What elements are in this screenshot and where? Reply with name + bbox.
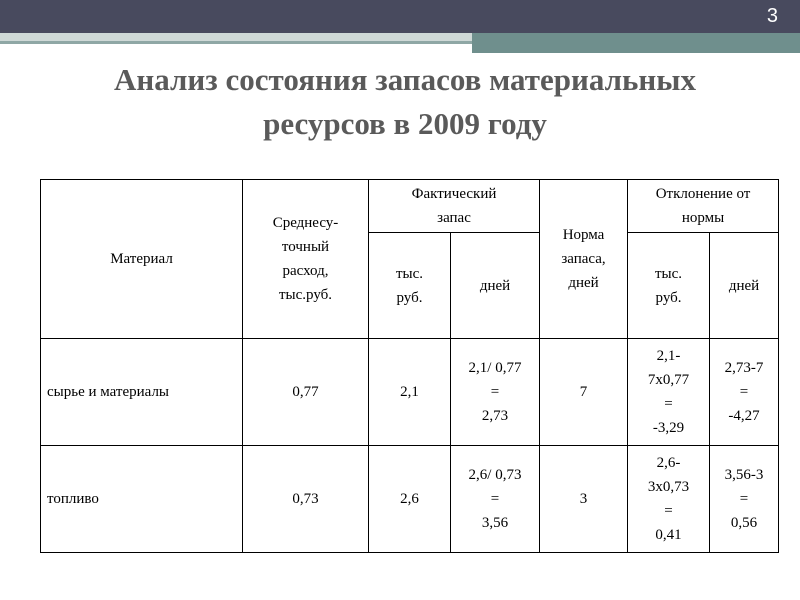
inventory-table bbox=[40, 179, 779, 553]
cell-actual-days: 2,1/ 0,77 = 2,73 bbox=[451, 339, 540, 446]
header-deviation: Отклонение от нормы bbox=[628, 180, 779, 233]
title-line-2: ресурсов в 2009 году bbox=[263, 106, 547, 141]
cell-dev-k: 2,1- 7х0,77 = -3,29 bbox=[628, 339, 710, 446]
header-norm: Норма запаса, дней bbox=[540, 180, 628, 339]
table-row bbox=[41, 446, 779, 553]
header-row-1 bbox=[41, 180, 779, 233]
cell-avg: 0,73 bbox=[243, 446, 369, 553]
cell-norm: 7 bbox=[540, 339, 628, 446]
cell-material: сырье и материалы bbox=[41, 339, 243, 446]
slide-number: 3 bbox=[766, 5, 778, 27]
cell-dev-days: 3,56-3 = 0,56 bbox=[710, 446, 779, 553]
cell-avg: 0,77 bbox=[243, 339, 369, 446]
header-dev-thousand-rub: тыс. руб. bbox=[628, 233, 710, 339]
cell-actual-k: 2,1 bbox=[369, 339, 451, 446]
cell-material: топливо bbox=[41, 446, 243, 553]
table-row bbox=[41, 339, 779, 446]
slide-title bbox=[60, 58, 750, 146]
header-actual-stock: Фактический запас bbox=[369, 180, 540, 233]
header-actual-days: дней bbox=[451, 233, 540, 339]
header-dev-days: дней bbox=[710, 233, 779, 339]
cell-dev-days: 2,73-7 = -4,27 bbox=[710, 339, 779, 446]
cell-norm: 3 bbox=[540, 446, 628, 553]
header-band-light bbox=[0, 33, 475, 41]
header-material: Материал bbox=[41, 180, 243, 339]
title-line-1: Анализ состояния запасов материальных bbox=[114, 62, 696, 97]
header-actual-thousand-rub: тыс. руб. bbox=[369, 233, 451, 339]
cell-actual-days: 2,6/ 0,73 = 3,56 bbox=[451, 446, 540, 553]
header-band-thin bbox=[0, 41, 475, 44]
cell-actual-k: 2,6 bbox=[369, 446, 451, 553]
cell-dev-k: 2,6- 3х0,73 = 0,41 bbox=[628, 446, 710, 553]
header-band-teal bbox=[472, 33, 800, 53]
header-avg-daily: Среднесу- точный расход, тыс.руб. bbox=[243, 180, 369, 339]
